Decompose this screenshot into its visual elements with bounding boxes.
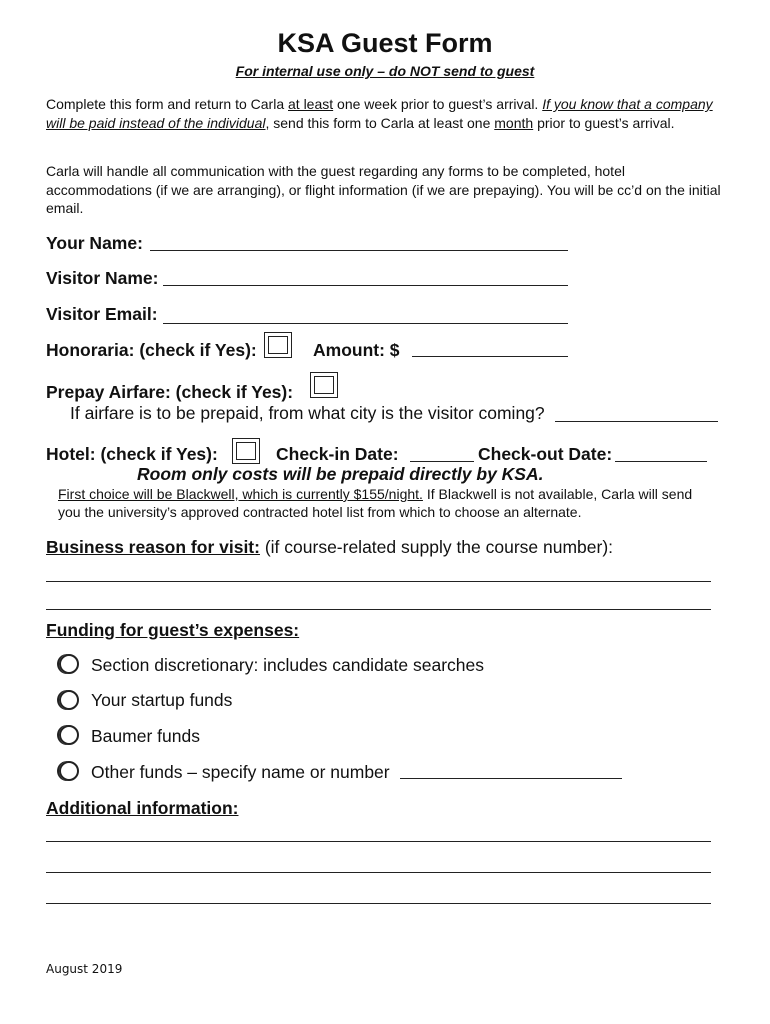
prepay-airfare-checkbox[interactable] <box>310 372 338 398</box>
hotel-note-first-choice: First choice will be Blackwell, which is currently $155/night. <box>58 486 423 502</box>
amount-label: Amount: $ <box>313 340 400 360</box>
intro-emphasis-company: If you know that a company will be paid instead of the individual <box>46 96 713 131</box>
business-reason-line-2[interactable] <box>46 609 711 610</box>
form-subtitle: For internal use only – do NOT send to guest <box>235 63 535 79</box>
hotel-note <box>58 485 718 521</box>
visitor-name-field[interactable] <box>163 285 568 286</box>
hotel-checkbox[interactable] <box>232 438 260 464</box>
funding-option-radio[interactable] <box>59 654 79 674</box>
intro-text: one week prior to guest’s arrival. <box>333 96 543 112</box>
business-reason-line-1[interactable] <box>46 581 711 582</box>
your-name-field[interactable] <box>150 250 568 251</box>
visitor-name-label: Visitor Name: <box>46 268 159 288</box>
intro-text: Complete this form and return to Carla <box>46 96 288 112</box>
airfare-city-label: If airfare is to be prepaid, from what city is the visitor coming? <box>70 403 545 423</box>
intro-emphasis-at-least: at least <box>288 96 334 112</box>
honoraria-checkbox[interactable] <box>264 332 292 358</box>
intro-text: , send this form to Carla at least one <box>265 114 495 131</box>
room-only-note: Room only costs will be prepaid directly by KSA. <box>137 464 544 484</box>
hotel-label: Hotel: (check if Yes): <box>46 444 218 464</box>
footer-date: August 2019 <box>46 962 123 976</box>
business-reason-heading: Business reason for visit: <box>46 537 260 557</box>
checkout-label: Check-out Date: <box>478 444 613 464</box>
funding-option-radio[interactable] <box>59 761 79 781</box>
prepay-airfare-label: Prepay Airfare: (check if Yes): <box>46 382 294 402</box>
hotel-note-rest: If Blackwell is not available, Carla will send you the university’s approved contracted hotel list from which to choose an alternate. <box>58 486 693 520</box>
funding-option-radio[interactable] <box>59 690 79 710</box>
form-title: KSA Guest Form <box>277 28 493 58</box>
other-funds-field[interactable] <box>400 778 622 779</box>
airfare-city-field[interactable] <box>555 421 718 422</box>
funding-option-label: Your startup funds <box>91 690 233 710</box>
funding-option-label: Other funds – specify name or number <box>91 762 390 782</box>
visitor-email-label: Visitor Email: <box>46 304 158 324</box>
your-name-label: Your Name: <box>46 233 143 253</box>
funding-heading: Funding for guest’s expenses: <box>46 620 300 640</box>
visitor-email-field[interactable] <box>163 323 568 324</box>
additional-info-line-1[interactable] <box>46 841 711 842</box>
additional-info-heading: Additional information: <box>46 798 239 818</box>
checkout-field[interactable] <box>615 461 707 462</box>
additional-info-line-2[interactable] <box>46 872 711 873</box>
intro-paragraph-1 <box>46 95 731 132</box>
checkin-field[interactable] <box>410 461 474 462</box>
honoraria-label: Honoraria: (check if Yes): <box>46 340 257 360</box>
checkin-label: Check-in Date: <box>276 444 399 464</box>
funding-option-label: Section discretionary: includes candidate searches <box>91 655 484 675</box>
funding-option-label: Baumer funds <box>91 726 200 746</box>
additional-info-line-3[interactable] <box>46 903 711 904</box>
intro-emphasis-month: month <box>494 114 534 131</box>
business-reason <box>46 537 613 558</box>
funding-option-radio[interactable] <box>59 725 79 745</box>
intro-text: prior to guest’s arrival. <box>533 114 675 131</box>
business-reason-hint: (if course-related supply the course number): <box>259 537 614 557</box>
intro-paragraph-2: Carla will handle all communication with the guest regarding any forms to be completed, hotel accommodations (if we are arranging), or flight information (if we are prepaying). You will be cc’d on the initial email. <box>46 163 721 216</box>
amount-field[interactable] <box>412 356 568 357</box>
